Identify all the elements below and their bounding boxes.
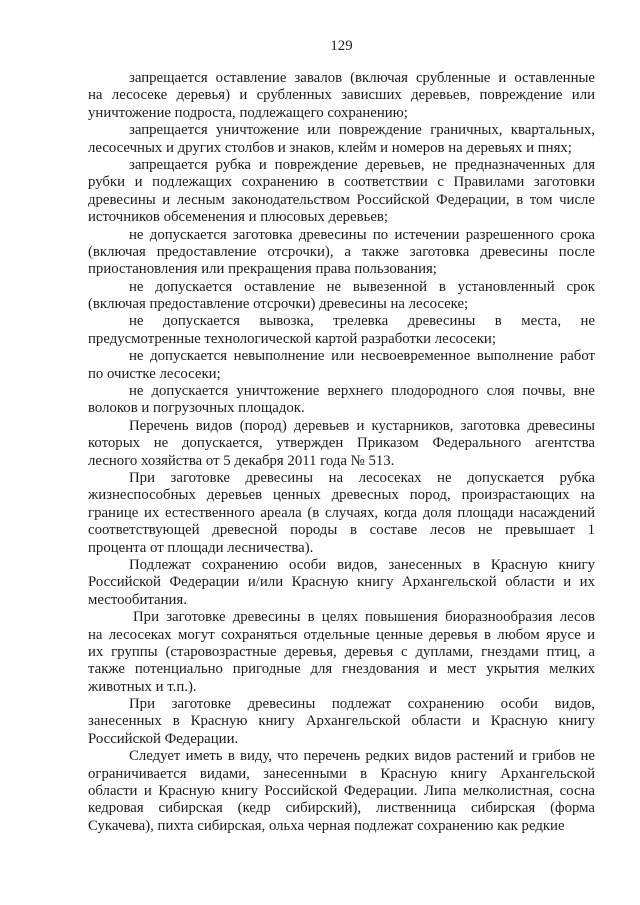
text-line: Российской Федерации и/или Красную книгу Архангельской области и их — [88, 574, 595, 591]
text-line: жизнеспособных деревьев ценных древесных пород, произрастающих на — [88, 487, 595, 504]
text-line: соответствующей древесной породы в составе лесов не превышает 1 — [88, 522, 595, 539]
page-number: 129 — [330, 38, 353, 54]
text-line: Российской Федерации. — [88, 730, 239, 747]
text-line: древесины и лесным законодательством Российской Федерации, в том числе — [88, 191, 595, 208]
text-line: не допускается невыполнение или несвоевременное выполнение работ — [129, 348, 595, 365]
paragraph — [88, 313, 595, 348]
text-line: лесного хозяйства от 5 декабря 2011 года № 513. — [88, 452, 395, 469]
text-line: не допускается оставление не вывезенной в установленный срок — [129, 278, 595, 295]
text-line: Подлежат сохранению особи видов, занесенных в Красную книгу — [129, 556, 595, 573]
text-line: При заготовке древесины подлежат сохранению особи видов, — [129, 696, 595, 713]
text-line: животных и т.п.). — [88, 678, 197, 695]
text-line: ограничивается видами, занесенными в Красную книгу Архангельской — [88, 765, 595, 782]
text-line: уничтожение подроста, подлежащего сохранению; — [88, 104, 408, 121]
text-line: не допускается уничтожение верхнего плодородного слоя почвы, вне — [129, 383, 595, 400]
paragraph — [88, 609, 595, 696]
text-line: области и Красную книгу Российской Федерации. Липа мелколистная, сосна — [88, 783, 595, 800]
text-line: на лесосеках могут сохраняться отдельные ценные деревья в любом ярусе и — [88, 626, 595, 643]
text-line: Следует иметь в виду, что перечень редких видов растений и грибов не — [129, 748, 595, 765]
text-line: лесосечных и других столбов и знаков, клейм и номеров на деревьях и пнях; — [88, 139, 572, 156]
paragraph — [88, 348, 595, 383]
text-line: на лесосеке деревья) и срубленных зависших деревьев, повреждение или — [88, 87, 595, 104]
text-line: запрещается оставление завалов (включая срубленные и оставленные — [129, 70, 595, 86]
text-line: кедровая сибирская (кедр сибирский), лиственница сибирская (форма — [88, 800, 595, 817]
text-line: источников обсеменения и плюсовых деревьев; — [88, 209, 389, 226]
document-body — [88, 70, 595, 835]
text-line: которых не допускается, утвержден Приказом Федерального агентства — [88, 435, 595, 452]
paragraph — [88, 748, 595, 835]
paragraph — [88, 557, 595, 609]
text-line: Сукачева), пихта сибирская, ольха черная подлежат сохранению как редкие — [88, 817, 565, 834]
text-line: не допускается заготовка древесины по истечении разрешенного срока — [129, 226, 595, 243]
text-line: занесенных в Красную книгу Архангельской области и Красную книгу — [88, 713, 595, 730]
text-line: их группы (старовозрастные деревья, деревья с дуплами, гнездами птиц, а — [88, 643, 595, 660]
paragraph — [88, 157, 595, 227]
text-line: (включая предоставление отсрочки) древесины на лесосеке; — [88, 296, 469, 313]
paragraph — [88, 279, 595, 314]
text-line: границе их естественного ареала (в случаях, когда доля площади насаждений — [88, 504, 595, 521]
paragraph — [88, 122, 595, 157]
text-line: Перечень видов (пород) деревьев и кустарников, заготовка древесины — [129, 417, 595, 434]
text-line: запрещается уничтожение или повреждение граничных, квартальных, — [129, 122, 595, 139]
paragraph — [88, 696, 595, 748]
text-line: по очистке лесосеки; — [88, 365, 221, 382]
text-line: приостановления или прекращения права пользования; — [88, 261, 437, 278]
paragraph — [88, 227, 595, 279]
text-line: (включая предоставление отсрочки), а также заготовка древесины после — [88, 243, 595, 260]
text-line: местообитания. — [88, 591, 187, 608]
paragraph — [88, 70, 595, 122]
paragraph — [88, 383, 595, 418]
paragraph — [88, 418, 595, 470]
text-line: не допускается вывозка, трелевка древесины в места, не — [129, 313, 595, 330]
paragraph — [88, 470, 595, 557]
text-line: также потенциально пригодные для гнездования и мест укрытия мелких — [88, 661, 595, 678]
text-line: предусмотренные технологической картой разработки лесосеки; — [88, 330, 496, 347]
text-line: волоков и погрузочных площадок. — [88, 400, 305, 417]
text-line: При заготовке древесины в целях повышения биоразнообразия лесов — [133, 609, 595, 626]
text-line: запрещается рубка и повреждение деревьев, не предназначенных для — [129, 156, 595, 173]
text-line: рубки и подлежащих сохранению в соответствии с Правилами заготовки — [88, 174, 595, 191]
text-line: При заготовке древесины на лесосеках не допускается рубка — [129, 469, 595, 486]
text-line: процента от площади лесничества). — [88, 539, 314, 556]
